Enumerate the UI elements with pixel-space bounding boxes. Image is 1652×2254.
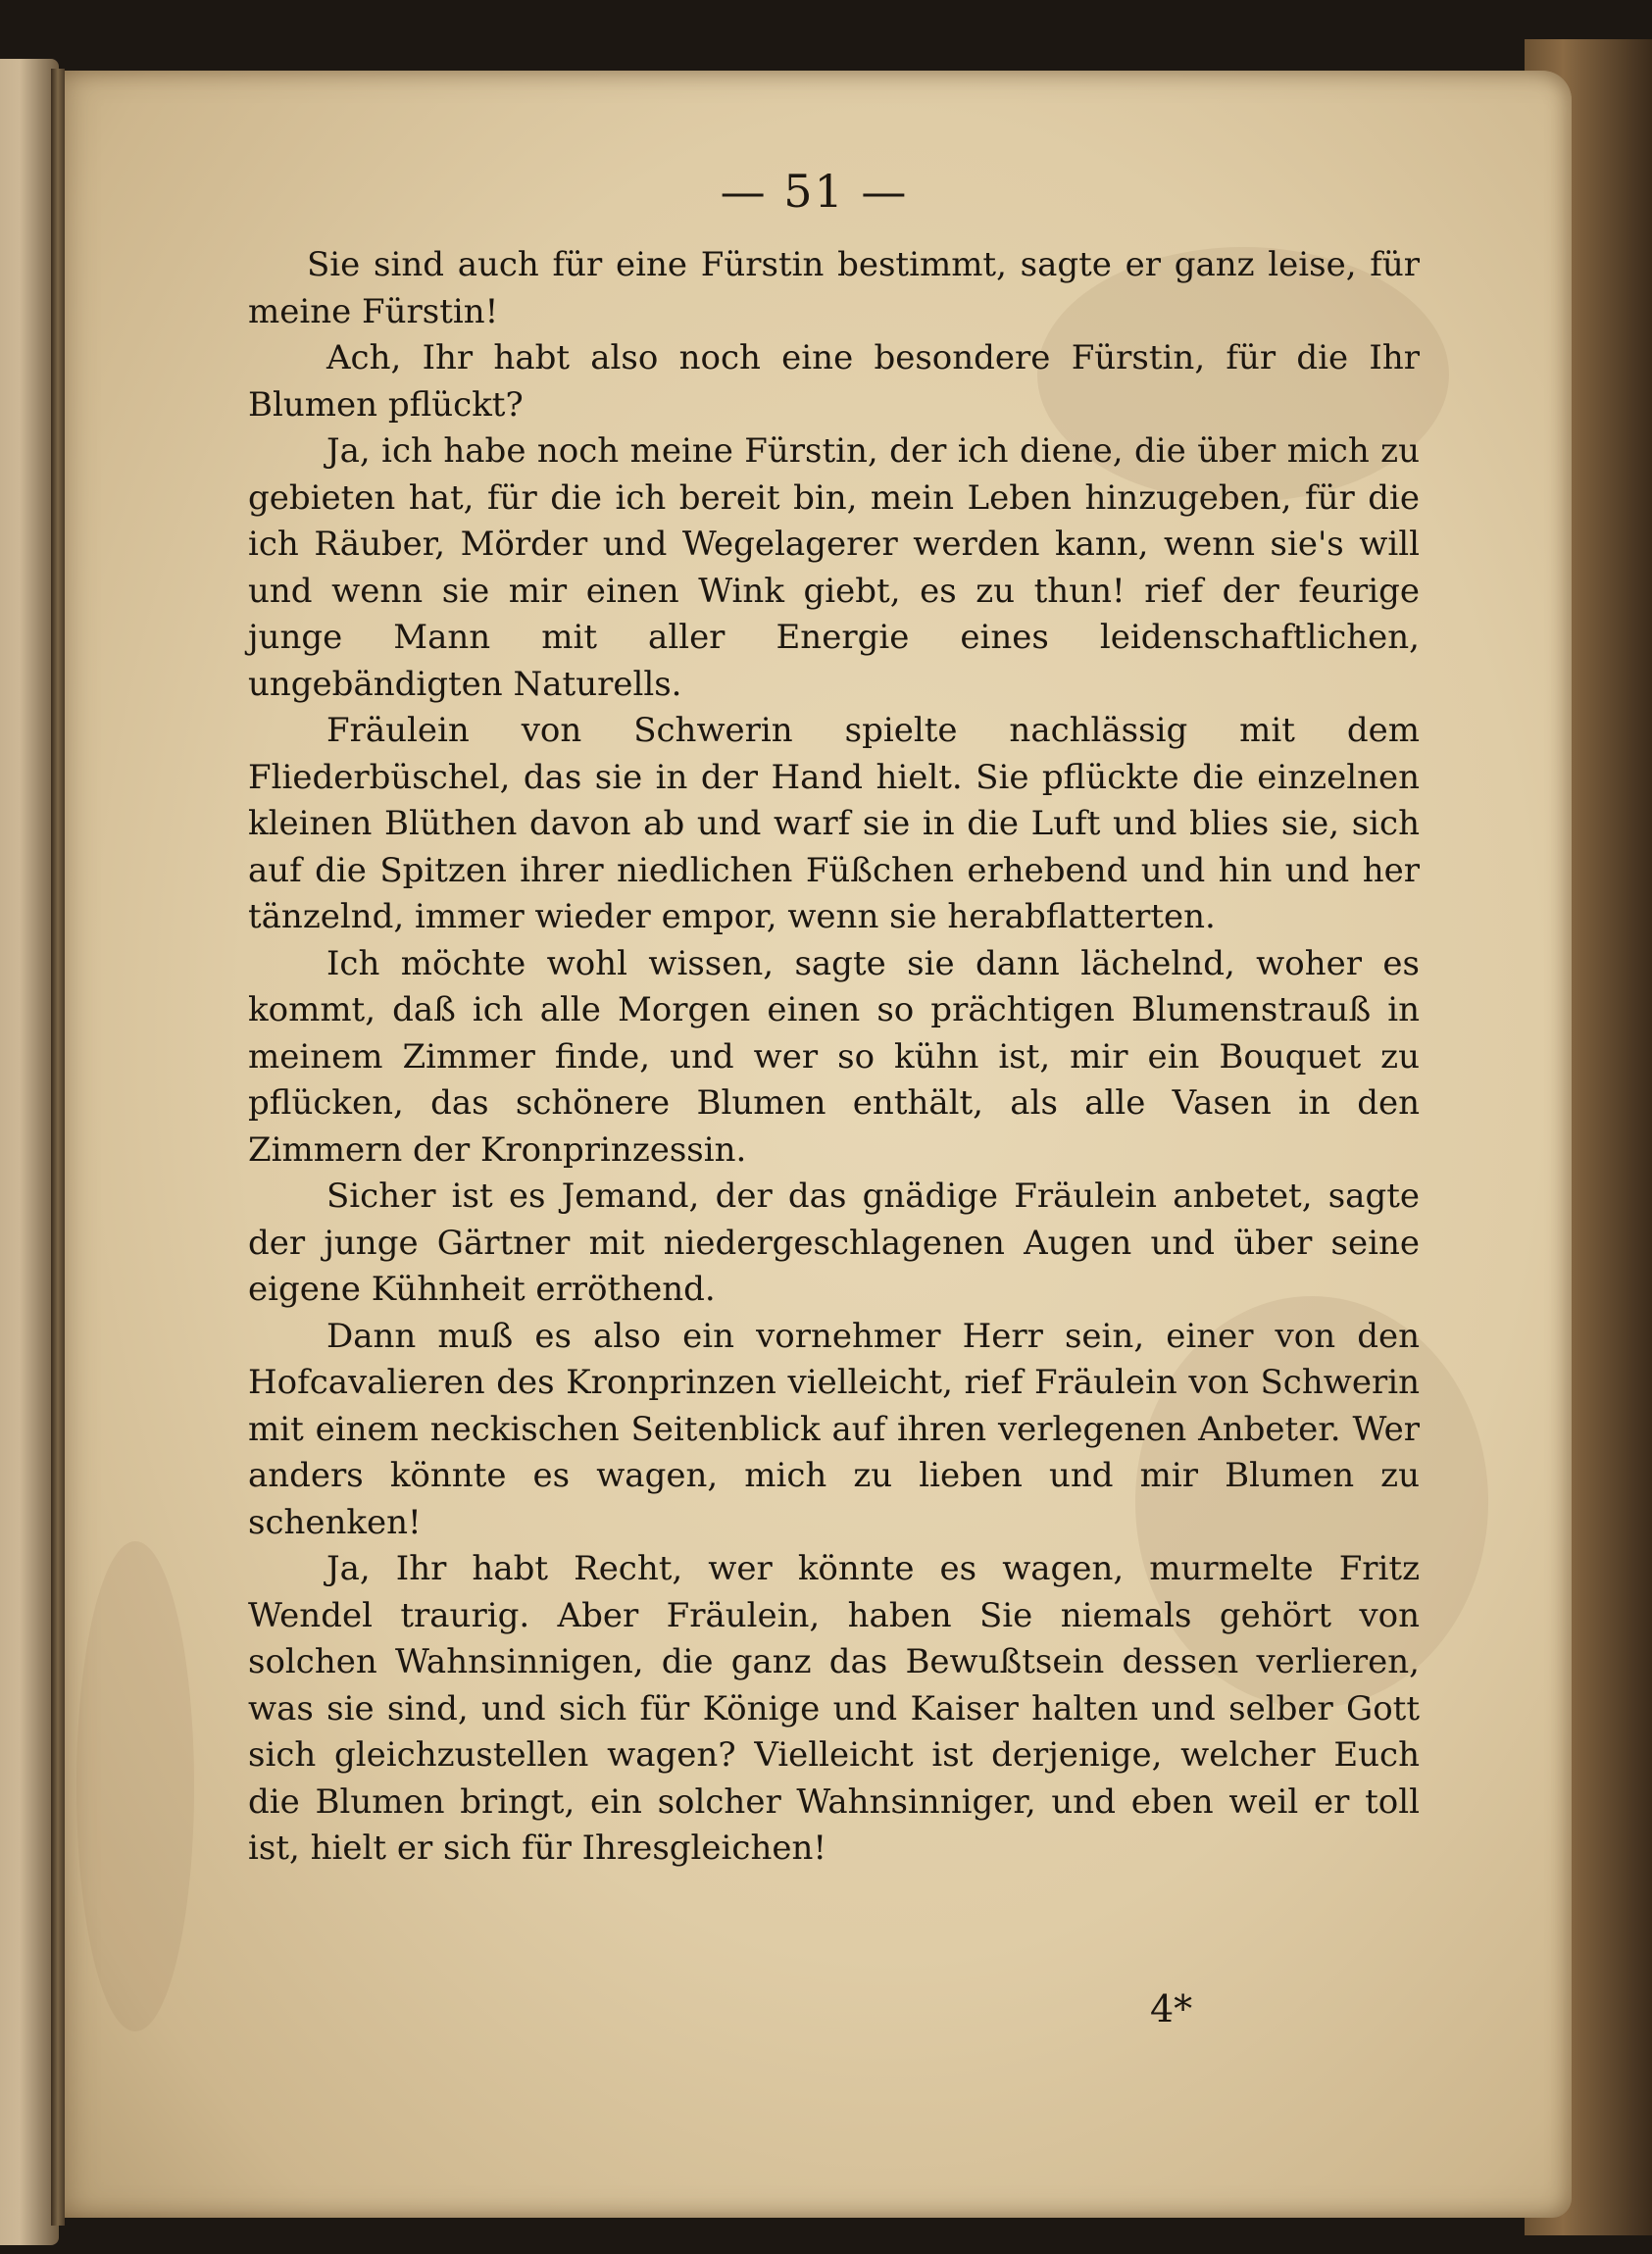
paragraph: Sie sind auch für eine Fürstin bestimmt, sagte er ganz leise, für meine Fürstin! <box>248 245 1420 331</box>
paragraph: Dann muß es also ein vornehmer Herr sein, einer von den Hofcavalieren des Kronprinzen vielleicht, rief Fräulein von Schwerin mit einem neckischen Seitenblick auf ihren verlegenen Anbeter. Wer anders könnte es wagen, mich zu lieben und mir Blumen zu schenken! <box>248 1316 1420 1542</box>
book-page <box>57 71 1572 2218</box>
paragraph: Ja, Ihr habt Recht, wer könnte es wagen, murmelte Fritz Wendel traurig. Aber Fräulein, haben Sie niemals gehört von solchen Wahnsinnigen, die ganz das Bewußtsein dessen verlieren, was sie sind, und sich für Könige und Kaiser halten und selber Gott sich gleichzustellen wagen? Vielleicht ist derjenige, welcher Euch die Blumen bringt, ein solcher Wahnsinniger, und eben weil er toll ist, hielt er sich für Ihresgleichen! <box>248 1549 1420 1868</box>
body-text <box>248 242 1420 1873</box>
left-page-edge <box>0 59 59 2245</box>
book-gutter <box>51 69 65 2226</box>
paper-stain <box>76 1541 194 2031</box>
paragraph: Ja, ich habe noch meine Fürstin, der ich diene, die über mich zu gebieten hat, für die ich bereit bin, mein Leben hinzugeben, für die ich Räuber, Mörder und Wegelagerer werden kann, wenn sie's will und wenn sie mir einen Wink giebt, es zu thun! rief der feurige junge Mann mit aller Energie eines leidenschaftlichen, ungebändigten Naturells. <box>248 431 1420 704</box>
paragraph: Ach, Ihr habt also noch eine besondere Fürstin, für die Ihr Blumen pflückt? <box>248 338 1420 425</box>
paragraph: Fräulein von Schwerin spielte nachlässig mit dem Fliederbüschel, das sie in der Hand hielt. Sie pflückte die einzelnen kleinen Blüthen davon ab und warf sie in die Luft und blies sie, sich auf die Spitzen ihrer niedlichen Füßchen erhebend und hin und her tänzelnd, immer wieder empor, wenn sie herabflatterten. <box>248 711 1420 936</box>
printer-signature-mark: 4* <box>1150 1987 1193 2030</box>
paragraph: Ich möchte wohl wissen, sagte sie dann lächelnd, woher es kommt, daß ich alle Morgen einen so prächtigen Blumenstrauß in meinem Zimmer finde, und wer so kühn ist, mir ein Bouquet zu pflücken, das schönere Blumen enthält, als alle Vasen in den Zimmern der Kronprinzessin. <box>248 943 1420 1170</box>
paragraph: Sicher ist es Jemand, der das gnädige Fräulein anbetet, sagte der junge Gärtner mit niedergeschlagenen Augen und über seine eigene Kühnheit erröthend. <box>248 1177 1420 1309</box>
page-number: — 51 — <box>720 165 909 218</box>
